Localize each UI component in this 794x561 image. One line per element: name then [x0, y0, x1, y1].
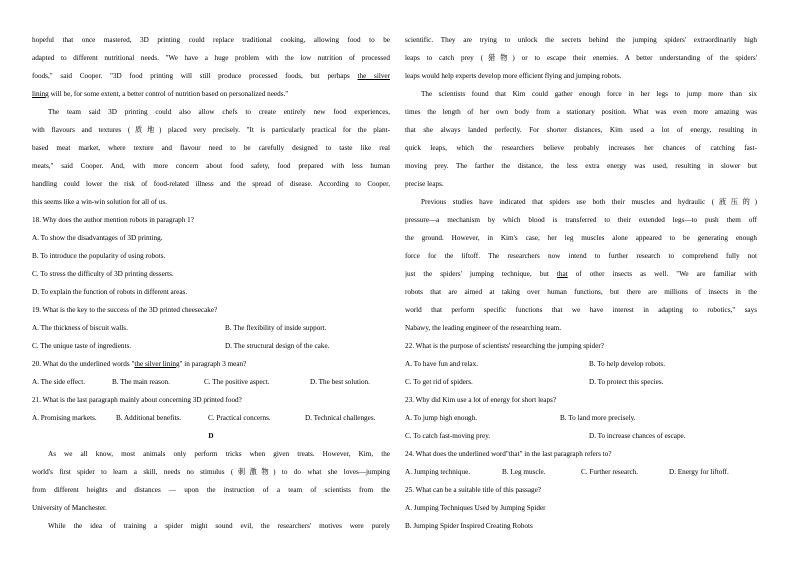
answer-option: C. The unique taste of ingredients. — [32, 342, 132, 350]
passage-d-paragraph-line: As we all know, most animals only perform tricks when given treats. However, Kim, the — [48, 450, 390, 458]
options-row — [405, 466, 757, 479]
question-22: 22. What is the purpose of scientists' researching the jumping spider? — [405, 342, 604, 350]
options-row — [32, 376, 390, 389]
text-run: just the spiders' jumping technique, but — [405, 270, 557, 278]
options-row — [32, 322, 390, 335]
answer-option: C. Practical concerns. — [208, 414, 271, 422]
passage-d-paragraph-line: The scientists found that Kim could gather enough force in her legs to jump more than six — [421, 90, 757, 98]
text-run: world that perform specific functions that we have interest in adapting to robotics," says — [405, 306, 757, 314]
answer-option: D. To protect this species. — [589, 378, 664, 386]
question-25: 25. What can be a suitable title of this passage? — [405, 486, 541, 494]
answer-option: C. To get rid of spiders. — [405, 378, 473, 386]
underlined-text: lining — [32, 90, 49, 98]
passage-d-paragraph-line: scientific. They are trying to unlock the secrets behind the jumping spiders' extraordinarily high — [405, 36, 757, 44]
passage-c-paragraph-line: handling could lower the risk of food-related illness and the spread of disease. According to Cooper, — [32, 180, 390, 188]
passage-d-paragraph-line: that she always landed perfectly. For shorter distances, Kim used a lot of energy, resulting in — [405, 126, 757, 134]
text-run: 20. What do the underlined words " — [32, 360, 135, 368]
passage-c-paragraph-line — [32, 88, 390, 101]
passage-d-paragraph-line — [405, 286, 757, 299]
passage-c-paragraph-line: meats," said Cooper. And, with more concern about food safety, food prepared with less human — [32, 162, 390, 170]
passage-d-paragraph-line — [405, 250, 757, 263]
question-21: 21. What is the last paragraph mainly about concerning 3D printed food? — [32, 396, 242, 404]
passage-d-paragraph-line: leaps to catch prey (猎物) or to escape their enemies. A better understanding of the spiders' — [405, 54, 757, 62]
answer-option: B. To introduce the popularity of using robots. — [32, 252, 166, 260]
answer-option: D. To increase chances of escape. — [589, 432, 686, 440]
text-run: adapted to different nutritional needs. "We have a huge problem with the low nutrition of processed — [32, 54, 390, 62]
passage-d-paragraph-line — [405, 304, 757, 317]
answer-option: A. Promising markets. — [32, 414, 97, 422]
text-run: hopeful that once mastered, 3D printing could replace traditional cooking, allowing food to be — [32, 36, 390, 44]
passage-c-paragraph-line — [32, 52, 390, 65]
question-23: 23. Why did Kim use a lot of energy for short leaps? — [405, 396, 557, 404]
passage-c-paragraph-line: this seems like a win-win solution for all of us. — [32, 198, 167, 206]
question-20 — [32, 358, 390, 371]
passage-c-paragraph-line: based meat market, where texture and flavour need to be carefully designed to taste like real — [32, 144, 390, 152]
answer-option: D. The structural design of the cake. — [225, 342, 330, 350]
passage-d-paragraph-line: quick leaps, which the researchers believe probably increases her chances of catching fast- — [405, 144, 757, 152]
options-row — [405, 412, 757, 425]
passage-d-paragraph-line — [405, 232, 757, 245]
underlined-text: the silver — [357, 72, 390, 80]
answer-option: C. To stress the difficulty of 3D printing desserts. — [32, 270, 174, 278]
text-run: Nabawy, the leading engineer of the researching team. — [405, 324, 562, 332]
answer-option: A. Jumping technique. — [405, 468, 471, 476]
text-run: foods," said Cooper. "3D food printing will still produce processed foods, but perhaps — [32, 72, 358, 80]
options-row — [405, 376, 757, 389]
answer-option: B. Leg muscle. — [502, 468, 546, 476]
answer-option: D. Technical challenges. — [305, 414, 376, 422]
passage-d-paragraph-line — [405, 268, 757, 281]
question-19: 19. What is the key to the success of the 3D printed cheesecake? — [32, 306, 218, 314]
answer-option: A. The side effect. — [32, 378, 86, 386]
passage-c-paragraph-line — [32, 70, 390, 83]
text-run: robots that are aimed at taking over human functions, but there are millions of insects in the — [405, 288, 757, 296]
passage-d-paragraph-line: University of Manchester. — [32, 504, 107, 512]
answer-option: A. To jump high enough. — [405, 414, 478, 422]
passage-c-paragraph-line: with flavours and textures (质地) placed very precisely. "It is particularly practical for the plant- — [32, 126, 390, 134]
text-run: Previous studies have indicated that spiders use both their muscles and hydraulic (液压的) — [421, 198, 757, 206]
text-run: force for the liftoff. The researchers now intend to further research to comprehend fully not — [405, 252, 757, 260]
passage-d-paragraph-line: While the idea of training a spider might sound evil, the researchers' motives were purely — [48, 522, 390, 530]
answer-option: B. Additional benefits. — [116, 414, 182, 422]
passage-d-paragraph-line: precise leaps. — [405, 180, 444, 188]
answer-option: D. The best solution. — [310, 378, 370, 386]
question-18: 18. Why does the author mention robots in paragraph 1? — [32, 216, 194, 224]
answer-option: B. The main reason. — [112, 378, 170, 386]
passage-d-paragraph-line: leaps would help experts develop more efficient flying and jumping robots. — [405, 72, 622, 80]
passage-d-paragraph-line — [405, 196, 757, 209]
answer-option: B. Jumping Spider Inspired Creating Robots — [405, 522, 533, 530]
answer-option: B. The flexibility of inside support. — [225, 324, 327, 332]
question-24: 24. What does the underlined word"that" in the last paragraph refers to? — [405, 450, 612, 458]
passage-d-paragraph-line: from different heights and distances — upon the instruction of a team of scientists from the — [32, 486, 390, 494]
passage-d-paragraph-line: world's first spider to learn a skill, needs no stimulus (刺激物) to do what she loves—jumping — [32, 468, 390, 476]
answer-option: A. To show the disadvantages of 3D printing. — [32, 234, 163, 242]
text-run: pressure—a mechanism by which blood is transferred to their extended legs—to push them off — [405, 216, 757, 224]
answer-option: A. Jumping Techniques Used by Jumping Spider — [405, 504, 546, 512]
options-row — [32, 340, 390, 353]
answer-option: A. The thickness of biscuit walls. — [32, 324, 128, 332]
answer-option: C. Further research. — [581, 468, 639, 476]
answer-option: A. To have fun and relax. — [405, 360, 479, 368]
passage-d-paragraph-line: times the length of her own body from a stationary position. What was even more amazing was — [405, 108, 757, 116]
passage-d-paragraph-line — [405, 322, 757, 335]
passage-c-paragraph-line: The team said 3D printing could also allow chefs to create entirely new food experiences, — [48, 108, 390, 116]
options-row — [32, 412, 390, 425]
passage-d-paragraph-line — [405, 214, 757, 227]
answer-option: D. To explain the function of robots in different areas. — [32, 288, 188, 296]
underlined-text: the silver lining — [134, 360, 180, 368]
options-row — [405, 358, 757, 371]
options-row — [405, 430, 757, 443]
text-run: will be, for some extent, a better control of nutrition based on personalized needs." — [48, 90, 289, 98]
answer-option: D. Energy for liftoff. — [669, 468, 729, 476]
section-heading: D — [208, 432, 214, 440]
text-run: " in paragraph 3 mean? — [179, 360, 247, 368]
text-run: of other insects as well. "We are familiar with — [567, 270, 757, 278]
underlined-text: that — [556, 270, 568, 278]
passage-c-paragraph-line — [32, 34, 390, 47]
passage-d-paragraph-line: moving prey. The farther the distance, the less extra energy was used, resulting in slower but — [405, 162, 757, 170]
answer-option: B. To land more precisely. — [560, 414, 636, 422]
answer-option: C. To catch fast-moving prey. — [405, 432, 491, 440]
text-run: the ground. However, in Kim's case, her leg muscles alone appeared to be generating enough — [405, 234, 757, 242]
answer-option: C. The positive aspect. — [204, 378, 270, 386]
answer-option: B. To help develop robots. — [589, 360, 666, 368]
